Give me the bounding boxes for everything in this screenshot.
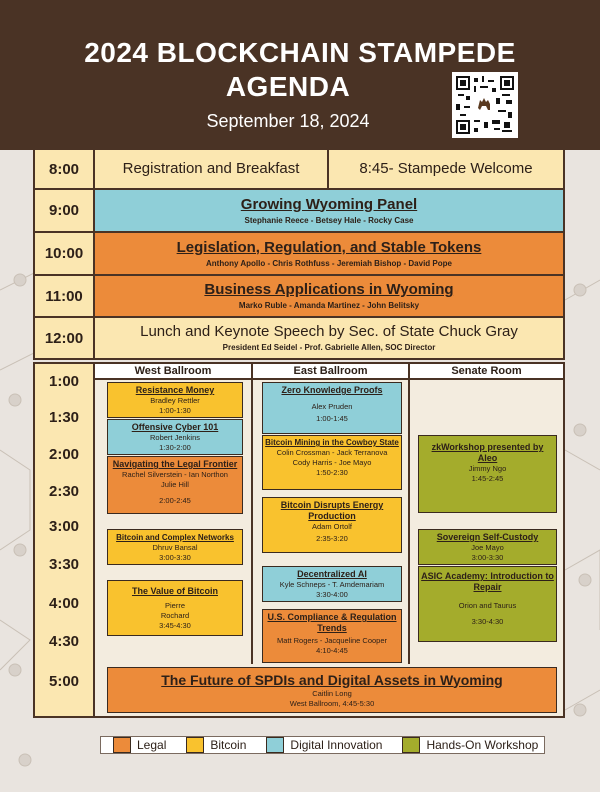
session-title: Sovereign Self-Custody (436, 532, 539, 542)
row-9am (35, 190, 563, 231)
session-speaker: Alex Pruden (311, 402, 353, 411)
event-date: September 18, 2024 (206, 111, 370, 131)
session-time: 3:30-4:30 (471, 617, 504, 626)
session-speakers: President Ed Seidel - Prof. Gabrielle Allen, SOC Director (222, 343, 436, 352)
room-header-west: West Ballroom (95, 364, 251, 380)
legend-swatch (186, 737, 204, 753)
session-time: 2:00-2:45 (159, 496, 191, 505)
row-10am (35, 233, 563, 274)
room-header-east: East Ballroom (253, 364, 408, 380)
session-time: West Ballroom, 4:45-5:30 (289, 698, 375, 708)
session-sovereign-self-custody[interactable] (418, 529, 557, 565)
session-speakers: Anthony Apollo - Chris Rothfuss - Jeremiah Bishop - David Pope (206, 258, 452, 268)
session-title: Business Applications in Wyoming (204, 281, 454, 298)
time-label: 1:30 (48, 409, 80, 426)
session-offensive-cyber[interactable] (107, 419, 243, 455)
session-title: Lunch and Keynote Speech by Sec. of State Chuck Gray (140, 323, 518, 340)
session-speaker-2: Julie Hill (161, 480, 189, 489)
session-title: Navigating the Legal Frontier (112, 459, 238, 469)
time-label: 3:30 (48, 556, 80, 573)
session-speaker-2: Rochard (160, 610, 190, 620)
session-time: 1:50-2:30 (316, 468, 348, 477)
session-speaker: Kyle Schneps - T. Amdemariam (279, 580, 385, 589)
session-title: Zero Knowledge Proofs (281, 385, 383, 395)
session-speaker: Jimmy Ngo (468, 464, 507, 473)
session-future-of-spdis[interactable] (107, 667, 557, 713)
session-speaker: Rachel Silverstein - Ian Northon (122, 470, 228, 479)
legend-item-bitcoin (172, 737, 252, 753)
session-value-of-bitcoin[interactable] (107, 580, 243, 636)
session-speakers: Marko Ruble - Amanda Martinez - John Belitsky (238, 301, 420, 310)
session-time: 1:00-1:45 (316, 414, 348, 423)
session-time: 3:00-3:30 (159, 553, 191, 562)
time-label: 1:00 (48, 373, 80, 390)
registration-text: Registration and Breakfast (122, 160, 300, 177)
session-speaker: Adam Ortolf (311, 522, 352, 531)
session-title: ASIC Academy: Introduction to Repair (421, 571, 554, 592)
legend-label: Legal (137, 738, 167, 752)
session-bitcoin-disrupts-energy[interactable] (262, 497, 402, 553)
session-title: Resistance Money (135, 385, 215, 395)
session-title: The Future of SPDIs and Digital Assets in Wyoming (161, 671, 503, 688)
session-time: 2:35-3:20 (316, 534, 348, 543)
time-label: 2:00 (48, 446, 80, 463)
time-label: 12:00 (35, 318, 93, 358)
time-label: 9:00 (35, 190, 93, 231)
session-bitcoin-complex-networks[interactable] (107, 529, 243, 565)
time-label: 10:00 (35, 233, 93, 274)
session-title: Bitcoin and Complex Networks (116, 533, 234, 542)
session-speaker-2: Cody Harris - Joe Mayo (292, 458, 372, 467)
session-time: 1:30-2:00 (159, 443, 191, 452)
legend-swatch (402, 737, 420, 753)
session-speaker: Colin Crossman - Jack Terranova (276, 448, 388, 457)
session-title: The Value of Bitcoin (131, 585, 218, 596)
session-time: 3:30-4:00 (316, 590, 348, 599)
column-divider (251, 364, 253, 664)
session-title: Decentralized AI (297, 569, 367, 579)
row-11am (35, 276, 563, 316)
session-bitcoin-mining[interactable] (262, 435, 402, 490)
legend-item-legal (101, 737, 172, 753)
legend-item-digital-innovation (252, 737, 388, 753)
legend-label: Digital Innovation (290, 738, 383, 752)
registration-cell (95, 150, 327, 188)
session-time: 1:45-2:45 (471, 474, 504, 483)
time-label: 4:00 (48, 595, 80, 612)
session-zkworkshop[interactable] (418, 435, 557, 513)
legend-swatch (113, 737, 131, 753)
time-label: 8:00 (35, 150, 93, 188)
session-title: Legislation, Regulation, and Stable Tokens (176, 238, 482, 256)
legend-label: Bitcoin (210, 738, 247, 752)
room-header-senate: Senate Room (410, 364, 563, 380)
time-label: 2:30 (48, 483, 80, 500)
session-time: 3:45-4:30 (159, 620, 191, 630)
session-zero-knowledge-proofs[interactable] (262, 382, 402, 434)
session-speaker: Pierre (164, 600, 185, 610)
session-title: Offensive Cyber 101 (131, 422, 219, 432)
afternoon-times-column (35, 364, 93, 716)
session-time: 1:00-1:30 (159, 406, 191, 415)
session-speaker: Matt Rogers - Jacqueline Cooper (276, 636, 388, 645)
session-title: zkWorkshop presented by Aleo (431, 442, 544, 463)
welcome-text: 8:45- Stampede Welcome (359, 160, 533, 177)
session-lunch-keynote[interactable] (95, 318, 563, 358)
row-12pm (35, 318, 563, 358)
row-8am (35, 150, 563, 188)
title-line-1: 2024 BLOCKCHAIN STAMPEDE (84, 37, 516, 68)
session-resistance-money[interactable] (107, 382, 243, 418)
title-line-2: AGENDA (225, 71, 351, 102)
legend-item-hands-on (388, 737, 544, 753)
session-title: U.S. Compliance & Regulation Trends (267, 612, 397, 633)
time-label: 4:30 (48, 633, 80, 650)
session-speaker: Caitlin Long (312, 688, 352, 698)
session-title: Bitcoin Mining in the Cowboy State (265, 438, 399, 447)
session-title: Growing Wyoming Panel (240, 195, 418, 213)
session-speaker: Dhruv Bansal (152, 543, 198, 552)
column-divider (408, 364, 410, 664)
time-label: 11:00 (35, 276, 93, 316)
welcome-cell (329, 150, 563, 188)
session-time: 4:10-4:45 (316, 646, 348, 655)
session-speaker: Orion and Taurus (458, 601, 517, 610)
qr-code[interactable] (452, 72, 518, 138)
time-label: 3:00 (48, 518, 80, 535)
session-business-applications[interactable] (95, 276, 563, 316)
session-decentralized-ai[interactable] (262, 566, 402, 602)
session-asic-academy[interactable] (418, 566, 557, 642)
session-legislation[interactable] (95, 233, 563, 274)
legend-label: Hands-On Workshop (426, 738, 539, 752)
session-speaker: Joe Mayo (471, 543, 504, 552)
session-growing-wyoming[interactable] (95, 190, 563, 231)
session-speaker: Robert Jenkins (149, 433, 201, 442)
time-label: 5:00 (48, 673, 80, 690)
session-legal-frontier[interactable] (107, 456, 243, 514)
session-speakers: Stephanie Reece - Betsey Hale - Rocky Case (244, 215, 414, 225)
legend-swatch (266, 737, 284, 753)
session-us-compliance[interactable] (262, 609, 402, 663)
category-legend (100, 736, 545, 754)
session-title: Bitcoin Disrupts Energy Production (280, 500, 384, 521)
session-speaker: Bradley Rettler (150, 396, 200, 405)
session-time: 3:00-3:30 (471, 553, 504, 562)
qr-code-icon (456, 76, 514, 134)
